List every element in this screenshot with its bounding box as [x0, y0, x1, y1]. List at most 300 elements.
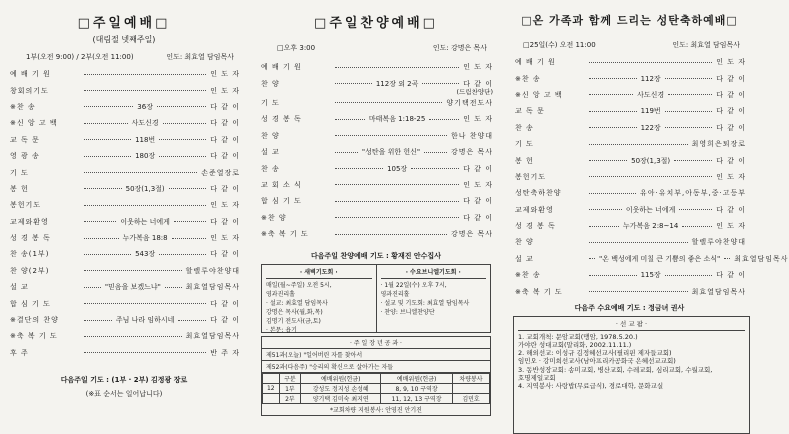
order-row: [0, 328, 248, 344]
leader-dots: [335, 201, 459, 202]
text-line: 가야란 성대교회(말리화, 2002.11.11.): [518, 341, 632, 350]
order-label: ※찬 송: [10, 102, 36, 111]
order-detail: [333, 67, 461, 68]
leader-dots: [665, 275, 713, 276]
text-line: · 설교: 최효열 담임목사: [266, 300, 328, 308]
order-person: 다 같 이: [210, 102, 240, 111]
order-detail: [587, 144, 690, 145]
order-row: [505, 185, 754, 201]
leader-dots: [157, 106, 206, 107]
table-header-cell: 예배위원(헌금): [381, 374, 453, 384]
text-line: 영과진리홀: [266, 291, 295, 299]
order-person: 인 도 자: [716, 222, 746, 231]
lesson-header: · 주 일 장 년 공 과 ·: [262, 337, 490, 349]
order-row: [0, 148, 248, 164]
service-meta: [505, 40, 754, 50]
order-person: 인 도 자: [463, 180, 493, 189]
order-label: 봉헌기도: [515, 172, 547, 181]
order-row: [0, 263, 248, 279]
order-label: 후 주: [10, 348, 29, 357]
order-text: "온 백성에게 미칠 큰 기쁨의 좋은 소식": [599, 254, 721, 263]
order-person: 손준열장로: [201, 168, 240, 177]
order-detail: [333, 234, 449, 235]
order-detail: [333, 217, 461, 218]
text-line: 김명기 전도사(금,토): [266, 318, 321, 326]
leader-dots: [163, 123, 207, 124]
order-row: [251, 210, 501, 226]
leader-dots: [159, 156, 206, 157]
volunteer-table: [262, 373, 490, 404]
leader-dots: [589, 291, 688, 292]
order-text: 사도신경: [131, 119, 159, 128]
order-person: 다 같 이: [210, 316, 240, 325]
mission-header: · 선 교 팜 ·: [518, 319, 745, 331]
order-label: ※찬 송: [515, 271, 541, 280]
order-row: [0, 230, 248, 246]
order-detail: [333, 102, 444, 103]
order-detail: [82, 184, 208, 194]
order-person: 양기택전도사: [446, 98, 493, 107]
order-label: 기 도: [261, 98, 280, 107]
leader-dots: [84, 188, 122, 189]
order-person: 다 같 이: [210, 184, 240, 193]
order-text: 105장: [387, 164, 408, 173]
leader-dots: [84, 123, 128, 124]
order-text: 118번: [135, 135, 156, 144]
order-detail: [82, 205, 208, 206]
order-row: [0, 246, 248, 262]
dawn-prayer-header: · 새벽기도회 ·: [266, 267, 372, 279]
leader-dots: [335, 83, 372, 84]
leader-dots: [589, 160, 627, 161]
order-detail: [587, 176, 714, 177]
order-row: [505, 103, 754, 119]
order-detail: [82, 270, 184, 271]
order-list: [251, 59, 501, 242]
order-row: [0, 181, 248, 197]
text-line: 매일(월~주일) 오전 5시,: [266, 282, 332, 290]
order-person: 다 같 이: [716, 205, 746, 214]
order-row: [251, 95, 501, 111]
leader-dots: [84, 205, 206, 206]
leader-dots: [335, 184, 459, 185]
order-person: 다 같 이: [716, 107, 746, 116]
order-person: 다 같 이: [716, 156, 746, 165]
order-person: 인 도 자: [210, 234, 240, 243]
order-text: "성탄을 위한 헌신": [361, 148, 421, 157]
leader-dots: [411, 168, 459, 169]
leader-dots: [84, 254, 131, 255]
order-text: 119번: [640, 107, 661, 116]
order-label: 교 회 소 식: [261, 180, 302, 189]
order-detail: [82, 315, 208, 325]
order-detail: [82, 118, 208, 128]
text-line: 영과진리홀: [380, 291, 410, 299]
order-person: 다 같 이: [716, 90, 746, 99]
service-time: 1부(오전 9:00) / 2부(오전 11:00): [26, 53, 134, 61]
order-text: 누가복음 2:8~14: [622, 222, 679, 231]
order-person: 인 도 자: [463, 63, 493, 72]
leader-dots: [424, 152, 447, 153]
order-text: 주님 나라 임하시네: [115, 316, 175, 325]
order-detail: [587, 62, 714, 63]
order-label: 찬 양: [261, 131, 280, 140]
order-row: [0, 164, 248, 180]
table-cell: 양기택 김미숙 최지연: [301, 394, 381, 404]
order-person: 다 같 이: [210, 250, 240, 259]
order-detail: [587, 90, 714, 100]
order-text: 112장: [640, 74, 661, 83]
leader-dots: [84, 172, 197, 173]
leader-dots: [335, 119, 365, 120]
lesson-line: 제52과(다음주) "승리의 확신으로 살아가는 자들: [262, 361, 490, 373]
page-title: □온 가족과 함께 드리는 성탄축하예배□: [521, 14, 738, 27]
text-line: · 1월 22일(수) 오후 7시,: [380, 282, 447, 290]
order-detail: [82, 172, 199, 173]
order-person: 유아·유치부,아동부,중·고등부: [639, 189, 746, 198]
order-row: [0, 345, 248, 361]
order-person: 반 주 자: [210, 348, 240, 357]
service-leader: 인도: 최효열 담임목사: [672, 41, 740, 49]
order-row: [0, 279, 248, 295]
leader-dots: [172, 238, 207, 239]
leader-dots: [335, 234, 447, 235]
leader-dots: [665, 127, 713, 128]
order-row: [0, 197, 248, 213]
order-row: [251, 177, 501, 193]
order-row: [251, 128, 501, 144]
leader-dots: [422, 83, 459, 84]
order-label: 설 교: [261, 148, 280, 157]
leader-dots: [84, 90, 206, 91]
leader-dots: [589, 78, 637, 79]
order-text: 122장: [640, 123, 661, 132]
order-person: 다 같 이: [210, 217, 240, 226]
text-line: 2. 해외선교: 이성규 김정혜선교사(필리핀 제자들교회): [518, 349, 672, 358]
standing-note: (※표 순서는 일어납니다): [85, 390, 163, 399]
order-row: [0, 66, 248, 82]
order-person: 최효열담임목사: [734, 254, 789, 263]
order-person: 다 같 이: [716, 74, 746, 83]
leader-dots: [84, 270, 182, 271]
order-person: 한나 찬양대: [450, 131, 493, 140]
order-detail: [82, 249, 208, 259]
leader-dots: [84, 303, 206, 304]
order-detail: [333, 164, 461, 174]
leader-dots: [674, 160, 712, 161]
order-label: 찬 양: [515, 238, 534, 247]
leader-dots: [84, 352, 206, 353]
order-label: 합 심 기 도: [261, 197, 302, 206]
order-detail: [587, 291, 690, 292]
order-row: [251, 226, 501, 242]
order-detail: [82, 217, 208, 227]
table-cell: 8, 9, 10 구역장: [381, 384, 453, 394]
leader-dots: [589, 127, 637, 128]
order-detail: [587, 254, 732, 264]
table-header-cell: [263, 374, 280, 384]
order-detail: [587, 221, 714, 231]
leader-dots: [335, 168, 383, 169]
order-row: [0, 214, 248, 230]
leader-dots: [589, 62, 712, 63]
table-body: [263, 384, 490, 404]
order-label: 찬 송(1부): [10, 250, 50, 259]
order-row: [505, 169, 754, 185]
leader-dots: [84, 139, 131, 140]
order-text: 50장(1,3절): [631, 156, 671, 165]
dawn-prayer-lines: [266, 281, 372, 335]
wednesday-prayer: [377, 265, 491, 332]
order-row: [505, 152, 754, 168]
order-label: 봉 헌: [10, 184, 29, 193]
table-cell: [263, 394, 280, 404]
order-detail: [82, 102, 208, 112]
order-label: 찬 송: [515, 123, 534, 132]
order-person: 최효열담임목사: [691, 287, 746, 296]
leader-dots: [84, 106, 133, 107]
order-detail: [587, 123, 714, 133]
order-label: 교 독 문: [515, 107, 545, 116]
leader-dots: [178, 320, 206, 321]
order-label: ※결단의 찬양: [10, 316, 59, 325]
table-row: [263, 384, 490, 394]
order-detail: [587, 193, 638, 194]
order-label: 설 교: [10, 283, 29, 292]
order-person: 다 같 이: [210, 299, 240, 308]
order-detail: [82, 90, 208, 91]
leader-dots: [589, 226, 619, 227]
order-row: [251, 160, 501, 176]
order-text: 36장: [137, 102, 153, 111]
next-prayer: 다음주일 기도 : (1부 · 2부) 김정광 장로: [60, 376, 188, 385]
leader-dots: [84, 287, 101, 288]
leader-dots: [589, 275, 637, 276]
order-person: 다 같 이: [210, 152, 240, 161]
leader-dots: [159, 139, 206, 140]
order-person: 강명은 목사: [450, 148, 493, 157]
leader-dots: [335, 217, 459, 218]
order-person: 할렐루야찬양대: [185, 266, 240, 275]
christmas-service-column: [505, 0, 789, 418]
order-detail: [587, 270, 714, 280]
leader-dots: [589, 176, 712, 177]
order-label: 찬 양: [261, 79, 280, 88]
order-row: [251, 111, 501, 127]
order-text: "믿음을 보겠느냐": [104, 283, 161, 292]
table-header-cell: 예배위원(헌금): [301, 374, 381, 384]
order-detail: [333, 147, 449, 157]
order-person: 인 도 자: [210, 201, 240, 210]
lesson-line: 제51과(오늘) "일어버린 자를 찾아서: [262, 349, 490, 361]
order-row: [251, 144, 501, 160]
leader-dots: [84, 221, 116, 222]
order-label: 성탄축하찬양: [515, 189, 562, 198]
service-meta: [251, 43, 501, 53]
leader-dots: [665, 111, 713, 112]
lesson-box: [261, 336, 491, 416]
order-row: [0, 115, 248, 131]
order-label: 예 배 기 원: [10, 70, 51, 79]
text-line: 임민오 · 강미희선교사(남아프리카공화국 은혜선교교회): [518, 357, 676, 366]
order-list: [0, 66, 248, 361]
order-row: [505, 283, 754, 299]
order-row: [505, 218, 754, 234]
order-label: 성 경 봉 독: [10, 234, 51, 243]
order-detail: [587, 156, 714, 166]
order-list: [505, 54, 789, 300]
dawn-prayer: [262, 265, 377, 335]
service-time: □25일(수) 오전 11:00: [523, 41, 596, 49]
leader-dots: [159, 254, 206, 255]
leader-dots: [84, 238, 119, 239]
order-label: ※축 복 기 도: [261, 230, 309, 239]
order-row: [0, 312, 248, 328]
order-person: 인 도 자: [210, 70, 240, 79]
order-text: 마태복음 1:18-25: [368, 115, 426, 124]
order-detail: [82, 74, 208, 75]
order-label: 봉헌기도: [10, 201, 42, 210]
sunday-service-column: [0, 0, 248, 418]
order-person: 인 도 자: [716, 58, 746, 67]
order-text: 이웃하는 너에게: [120, 217, 170, 226]
order-label: ※찬 양: [261, 213, 287, 222]
order-label: 합 심 기 도: [10, 299, 51, 308]
service-meta: [0, 52, 248, 62]
order-person: 다 같 이: [210, 135, 240, 144]
leader-dots: [724, 258, 730, 259]
order-row: [505, 234, 754, 250]
text-line: 1. 교회개척: 문암교회(맹암, 1978.5.20.): [518, 332, 638, 341]
order-row: [251, 193, 501, 209]
leader-dots: [165, 287, 182, 288]
table-header-row: [263, 374, 490, 384]
leader-dots: [589, 94, 633, 95]
order-label: 성 경 봉 독: [515, 222, 556, 231]
service-time: □오후 3:00: [277, 44, 316, 52]
order-detail: [587, 242, 690, 243]
order-label: 영 광 송: [10, 152, 40, 161]
order-label: 봉 헌: [515, 156, 534, 165]
leader-dots: [335, 102, 442, 103]
order-person: 다 같 이: [463, 197, 493, 206]
order-detail: [587, 205, 714, 215]
leader-dots: [679, 209, 712, 210]
table-cell: 12: [263, 384, 280, 394]
order-label: 기 도: [10, 168, 29, 177]
order-text: 누가복음 18:8: [122, 234, 168, 243]
leader-dots: [589, 209, 622, 210]
leader-dots: [335, 67, 459, 68]
service-leader: 인도: 강명은 목사: [432, 44, 487, 52]
text-line: · 본문: 욥기: [266, 327, 297, 335]
order-label: 설 교: [515, 254, 534, 263]
order-detail: [587, 74, 714, 84]
order-label: ※신 앙 고 백: [10, 119, 58, 128]
order-detail: [82, 336, 184, 337]
order-person: 다 같 이: [716, 271, 746, 280]
leader-dots: [668, 94, 712, 95]
order-label: 창회의기도: [10, 86, 49, 95]
order-detail: [82, 282, 184, 292]
table-header-cell: 구분: [279, 374, 301, 384]
order-detail: [333, 135, 449, 136]
order-text: 50장(1,3절): [125, 184, 165, 193]
order-person: 다 같 이: [463, 164, 493, 173]
table-header-cell: 차량봉사: [453, 374, 490, 384]
order-row: [505, 120, 754, 136]
order-person: 강명은 목사: [450, 230, 493, 239]
leader-dots: [335, 135, 447, 136]
leader-dots: [174, 221, 206, 222]
order-text: 543장: [135, 250, 156, 259]
order-row: [505, 251, 789, 267]
order-person: 다 같 이: [463, 79, 493, 88]
order-person: 다 같 이: [716, 123, 746, 132]
text-line: 4. 지역봉사: 사랑밥(무료급식), 경로대학, 문화교실: [518, 382, 664, 391]
order-detail: [82, 151, 208, 161]
leader-dots: [335, 152, 358, 153]
order-text: 115장: [640, 271, 661, 280]
text-line: 강명은 목사(월,화,목): [266, 309, 323, 317]
order-person: 최효열담임목사: [185, 283, 240, 292]
mission-lines: [518, 333, 745, 390]
prayer-meetings-box: [261, 264, 491, 333]
table-cell: 11, 12, 13 구역장: [381, 394, 453, 404]
order-row: [505, 202, 754, 218]
order-label: ※찬 송: [515, 74, 541, 83]
order-person: 다 같 이: [463, 213, 493, 222]
order-row: [251, 59, 501, 75]
order-label: 예 배 기 원: [261, 63, 302, 72]
order-text: 180장: [135, 152, 156, 161]
order-text: 사도신경: [637, 90, 665, 99]
order-person: 인 도 자: [210, 86, 240, 95]
vehicle-note: *교회차량 지원봉사: 안영진 안기진: [330, 407, 422, 415]
praise-team-note: (드림찬양단): [456, 87, 493, 96]
page-title: □주일찬양예배□: [314, 16, 438, 31]
table-cell: 강성도 정지성 손성혜: [301, 384, 381, 394]
order-detail: [82, 135, 208, 145]
order-row: [505, 267, 754, 283]
order-label: 찬 양(2부): [10, 266, 50, 275]
next-prayer: 다음주일 찬양예배 기도 : 황재진 안수집사: [311, 252, 441, 261]
order-detail: [333, 114, 461, 124]
order-detail: [333, 79, 461, 89]
order-detail: [587, 106, 714, 116]
order-row: [0, 295, 248, 311]
order-text: 112장 외 2곡: [375, 79, 419, 88]
table-cell: 2부: [279, 394, 301, 404]
order-row: [505, 54, 754, 70]
leader-dots: [84, 320, 112, 321]
order-detail: [82, 233, 208, 243]
leader-dots: [589, 111, 637, 112]
order-row: [505, 87, 754, 103]
order-label: 교제와환영: [10, 217, 49, 226]
order-person: 인 도 자: [463, 115, 493, 124]
order-label: ※축 복 기 도: [515, 287, 563, 296]
text-line: 3. 동반성장교회: 송미교회, 병산교회, 수레교회, 심리교회, 수월교회,: [518, 365, 713, 374]
order-label: 교 독 문: [10, 135, 40, 144]
order-person: 다 같 이: [210, 119, 240, 128]
subtitle: (대림절 넷째주일): [92, 35, 156, 44]
order-label: 기 도: [515, 140, 534, 149]
leader-dots: [682, 226, 712, 227]
order-detail: [82, 303, 208, 304]
order-row: [505, 136, 754, 152]
table-row: [263, 394, 490, 404]
